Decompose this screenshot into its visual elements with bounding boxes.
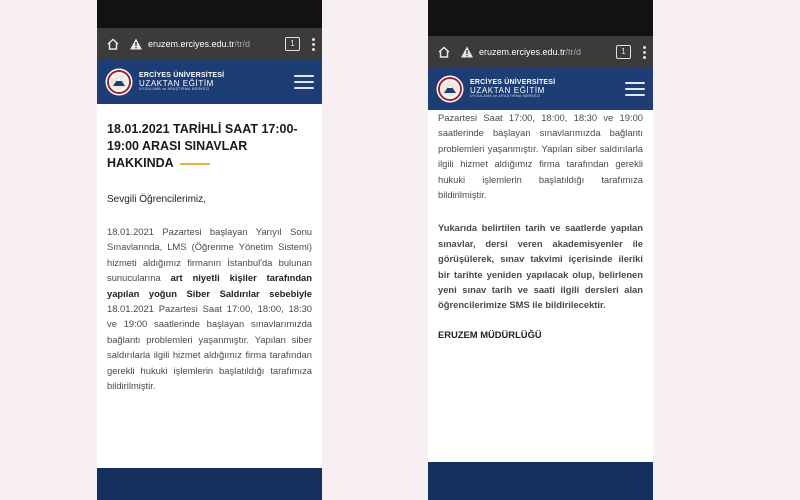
article-paragraph — [107, 224, 312, 393]
title-accent-underline — [180, 163, 210, 165]
tabs-icon[interactable]: 1 — [285, 37, 300, 51]
article-paragraph: Pazartesi Saat 17:00, 18:00, 18:30 ve 19:00 saatlerinde başlayan sınavlarımızda bağlantı problemleri yaşanmıştır. Yapılan siber saldırılarla ilgili hizmet aldığımız firma tarafından gerekli hukuki işlemlerin başlatıldığı tarafımıza bildirilmiştir. — [438, 112, 643, 201]
warning-icon — [129, 37, 143, 51]
menu-dots-icon[interactable] — [310, 38, 316, 51]
status-bar — [97, 0, 322, 28]
article-content — [97, 121, 322, 393]
logo-line-1: ERCİYES ÜNİVERSİTESİ — [470, 79, 556, 87]
address-bar[interactable] — [129, 33, 279, 55]
bottom-navigation-bar — [97, 468, 322, 500]
paragraph-text: 18.01.2021 Pazartesi başlayan Yarıyıl Sonu Sınavlarında, LMS (Öğrenme Yönetim Sistemi) hizmeti aldığımız firmanın İstanbul'da bulunan sunucularına — [107, 226, 312, 284]
logo-line-2: UZAKTAN EĞİTİM — [470, 85, 545, 95]
article-content — [428, 110, 653, 340]
menu-dots-icon[interactable] — [641, 46, 647, 59]
home-icon[interactable] — [434, 42, 454, 62]
url-path: /tr/d — [565, 47, 582, 57]
warning-icon — [460, 45, 474, 59]
phone-screenshot-left — [97, 0, 322, 500]
university-seal-logo — [436, 75, 464, 103]
logo-line-3: UYGULAMA ve ARAŞTIRMA MERKEZİ — [470, 94, 541, 99]
bottom-navigation-bar — [428, 462, 653, 500]
signature: ERUZEM MÜDÜRLÜĞÜ — [438, 328, 542, 340]
logo-line-1: ERCİYES ÜNİVERSİTESİ — [139, 72, 225, 80]
logo-line-2: UZAKTAN EĞİTİM — [139, 78, 214, 88]
hamburger-menu-icon[interactable] — [625, 82, 645, 96]
site-header — [428, 68, 653, 110]
paragraph-text: 18.01.2021 Pazartesi Saat 17:00, 18:00, 18:30 ve 19:00 saatlerinde başlayan sınavlarımızda bağlantı problemleri yaşanmıştır. Yapılan siber saldırılarla ilgili hizmet aldığımız firma tarafından gerekli hukuki işlemlerin başlatıldığı tarafımıza bildirilmiştir. — [107, 303, 312, 392]
site-header — [97, 60, 322, 104]
article-title — [107, 121, 312, 172]
logo-line-3: UYGULAMA ve ARAŞTIRMA MERKEZİ — [139, 87, 210, 92]
home-icon[interactable] — [103, 34, 123, 54]
url-path: /tr/d — [234, 39, 251, 49]
article-paragraph-bold: Yukarıda belirtilen tarih ve saatlerde yapılan sınavlar, dersi veren akademisyenler ile görüşülerek, sınav takvimi içerisinde ileriki bir tarihte yeniden yapılacak olup, belirlenen yeni sınav tarih ve saati ilgili dersleri alan öğrencilerimize SMS ile bildirilecektir. — [438, 222, 643, 311]
greeting-text: Sevgili Öğrencilerimiz, — [107, 194, 206, 205]
phone-screenshot-right — [428, 0, 653, 500]
hamburger-menu-icon[interactable] — [294, 75, 314, 89]
url-host: eruzem.erciyes.edu.tr — [479, 47, 566, 57]
browser-toolbar — [428, 36, 653, 68]
address-bar[interactable] — [460, 41, 610, 63]
article-title-text: 18.01.2021 TARİHLİ SAAT 17:00-19:00 ARASI SINAVLAR HAKKINDA — [107, 122, 298, 170]
status-bar — [428, 0, 653, 36]
paragraph-bold-text: art niyetli kişiler tarafından yapılan yoğun Siber Saldırılar sebebiyle — [107, 272, 312, 299]
url-host: eruzem.erciyes.edu.tr — [148, 39, 235, 49]
browser-toolbar — [97, 28, 322, 60]
site-logo[interactable] — [436, 75, 555, 103]
university-seal-logo — [105, 68, 133, 96]
tabs-icon[interactable]: 1 — [616, 45, 631, 59]
site-logo[interactable] — [105, 68, 224, 96]
